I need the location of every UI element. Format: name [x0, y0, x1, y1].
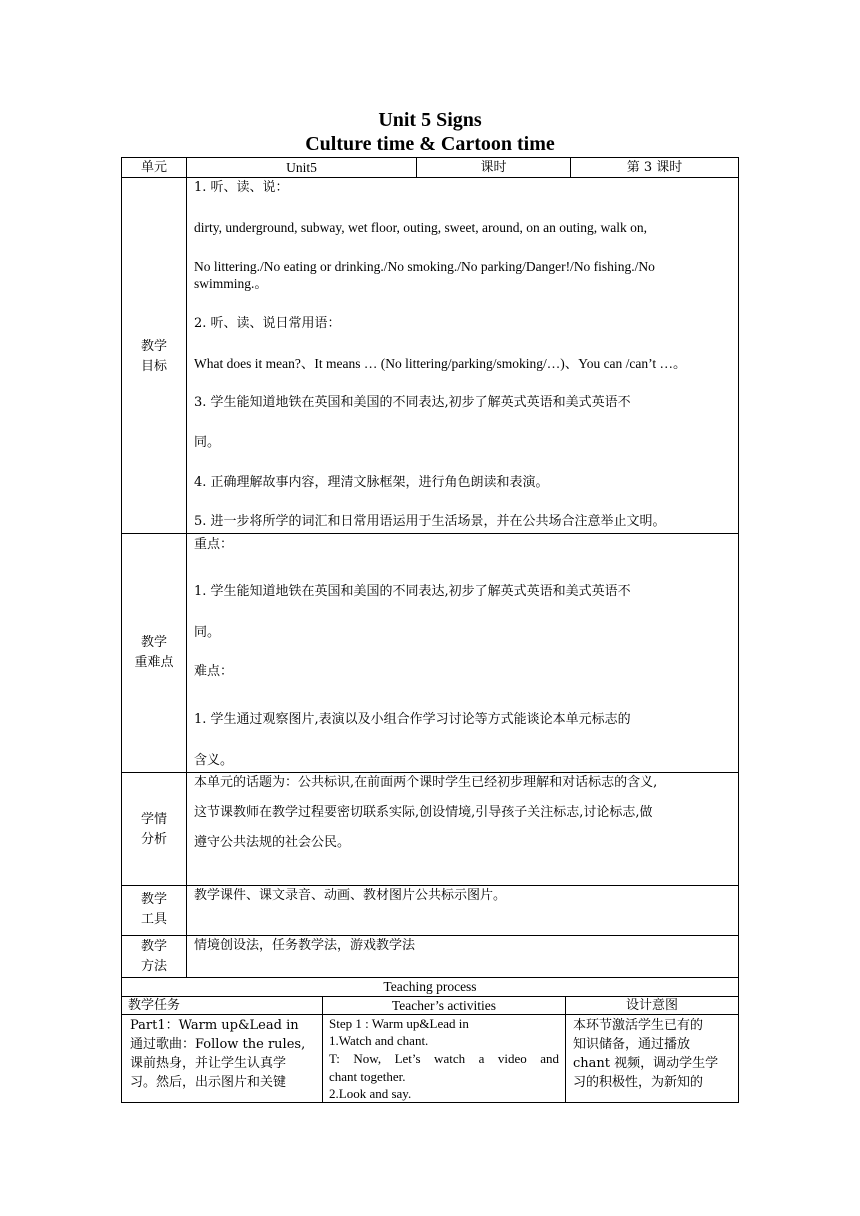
objective-item: No littering./No eating or drinking./No smoking./No parking/Danger!/No fishing./No — [194, 259, 655, 274]
keypoint-item: 重点： — [194, 537, 234, 552]
row-divider — [121, 885, 739, 886]
intent-line: chant 视频，调动学生学 — [573, 1056, 719, 1071]
row-divider — [121, 935, 739, 936]
tools-text: 教学课件、课文录音、动画、教材图片公共标示图片。 — [194, 888, 507, 903]
methods-label-line1: 教学 — [140, 939, 167, 954]
task-line: 通过歌曲：Follow the rules, — [130, 1037, 306, 1052]
objective-item: dirty, underground, subway, wet floor, outing, sweet, around, on an outing, walk on, — [194, 220, 648, 235]
analysis-label-line1: 学情 — [140, 812, 167, 827]
period-value: 第 3 课时 — [626, 160, 683, 175]
period-label: 课时 — [480, 160, 507, 175]
keypoint-item: 难点： — [194, 664, 234, 679]
objective-item: swimming.。 — [194, 276, 268, 291]
objective-item: 2. 听、读、说日常用语： — [194, 316, 341, 331]
activity-line: 2.Look and say. — [329, 1086, 412, 1101]
activities-column-header: Teacher’s activities — [391, 998, 497, 1013]
task-line: Part1：Warm up&Lead in — [130, 1018, 299, 1033]
objective-item: 4. 正确理解故事内容，理清文脉框架，进行角色朗读和表演。 — [194, 475, 549, 490]
keypoints-label-line1: 教学 — [140, 635, 167, 650]
keypoints-label-line2: 重难点 — [134, 655, 174, 670]
methods-text: 情境创设法，任务教学法，游戏教学法 — [194, 938, 416, 953]
activity-line: Step 1 : Warm up&Lead in — [329, 1016, 469, 1031]
keypoint-item: 同。 — [194, 625, 221, 640]
analysis-line: 遵守公共法规的社会公民。 — [194, 835, 351, 850]
objectives-label-line2: 目标 — [140, 359, 167, 374]
methods-label — [122, 937, 186, 977]
row-divider — [121, 772, 739, 773]
tools-label-line1: 教学 — [140, 892, 167, 907]
intent-line: 知识储备，通过播放 — [573, 1037, 691, 1052]
row-divider — [121, 177, 739, 178]
task-line: 课前热身，并让学生认真学 — [130, 1056, 287, 1071]
methods-label-line2: 方法 — [140, 959, 167, 974]
task-column-header: 教学任务 — [128, 998, 181, 1013]
objective-item: 同。 — [194, 435, 221, 450]
task-line: 习。然后，出示图片和关键 — [130, 1075, 287, 1090]
teaching-process-title: Teaching process — [383, 979, 477, 994]
keypoint-item: 含义。 — [194, 753, 234, 768]
intent-line: 习的积极性，为新知的 — [573, 1075, 704, 1090]
document-title: Unit 5 Signs — [378, 109, 482, 131]
keypoints-label — [122, 633, 186, 673]
keypoint-item: 1. 学生通过观察图片,表演以及小组合作学习讨论等方式能谈论本单元标志的 — [194, 712, 631, 727]
activity-line: T: Now, Let’s watch a video and — [329, 1051, 559, 1066]
row-divider — [121, 533, 739, 534]
analysis-label-line2: 分析 — [140, 832, 167, 847]
analysis-line: 本单元的话题为：公共标识,在前面两个课时学生已经初步理解和对话标志的含义, — [194, 775, 658, 790]
objectives-label — [122, 337, 186, 377]
intent-line: 本环节激活学生已有的 — [573, 1018, 704, 1033]
tools-label — [122, 890, 186, 930]
objectives-label-line1: 教学 — [140, 339, 167, 354]
tools-label-line2: 工具 — [140, 912, 167, 927]
unit-label: 单元 — [140, 160, 167, 175]
col-divider — [186, 157, 187, 977]
activity-line: chant together. — [329, 1069, 406, 1084]
analysis-line: 这节课教师在教学过程要密切联系实际,创设情境,引导孩子关注标志,讨论标志,做 — [194, 805, 653, 820]
objective-item: 1. 听、读、说： — [194, 180, 289, 195]
activity-line: 1.Watch and chant. — [329, 1033, 429, 1048]
document-subtitle: Culture time & Cartoon time — [305, 133, 555, 155]
objective-item: What does it mean?、It means … (No littering/parking/smoking/…)、You can /can’t …。 — [194, 356, 687, 371]
keypoint-item: 1. 学生能知道地铁在英国和美国的不同表达,初步了解英式英语和美式英语不 — [194, 584, 631, 599]
objective-item: 3. 学生能知道地铁在英国和美国的不同表达,初步了解英式英语和美式英语不 — [194, 395, 631, 410]
unit-value: Unit5 — [286, 160, 317, 175]
intent-column-header: 设计意图 — [625, 998, 678, 1013]
objective-item: 5. 进一步将所学的词汇和日常用语运用于生活场景，并在公共场合注意举止文明。 — [194, 514, 666, 529]
analysis-label — [122, 810, 186, 850]
